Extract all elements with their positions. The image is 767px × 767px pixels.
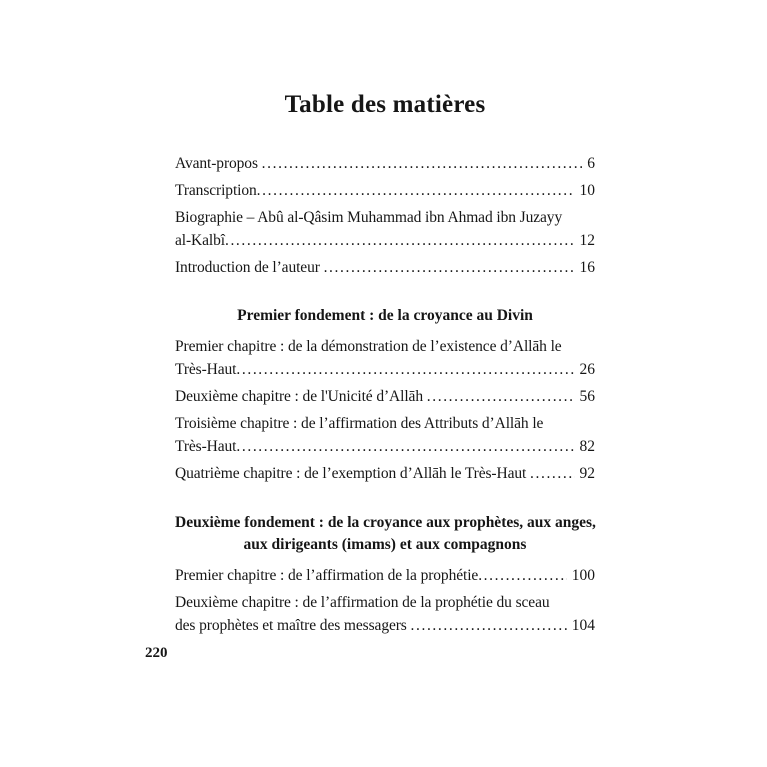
toc-entry-label-line2: Très-Haut — [175, 361, 237, 378]
table-of-contents — [175, 0, 595, 641]
section-entries — [175, 335, 595, 485]
toc-entry-line — [175, 152, 595, 175]
toc-entry-page: 92 — [579, 465, 595, 482]
dot-leader — [236, 435, 574, 458]
toc-entry-line — [175, 462, 595, 485]
toc-entry-label: Quatrième chapitre : de l’exemption d’Allāh le Très-Haut — [175, 465, 531, 482]
section-heading-line2: aux dirigeants (imams) et aux compagnons — [243, 536, 527, 553]
toc-entry-label: Premier chapitre : de l’affirmation de la prophétie — [175, 567, 479, 584]
front-matter-list — [175, 152, 595, 279]
toc-entry-line — [175, 385, 595, 408]
section-entries — [175, 564, 595, 637]
toc-entry-page: 12 — [579, 232, 595, 249]
section-premier-fondement — [175, 305, 595, 485]
toc-entry-page: 100 — [571, 567, 595, 584]
dot-leader — [530, 462, 574, 485]
toc-entry-label-line1: Deuxième chapitre : de l’affirmation de la prophétie du sceau — [175, 594, 550, 611]
dot-leader — [262, 152, 583, 175]
toc-entry-introduction — [175, 256, 595, 279]
toc-entry-line — [175, 358, 595, 381]
toc-entry-page: 10 — [579, 182, 595, 199]
folio-page-number: 220 — [145, 645, 168, 661]
toc-entry-line — [175, 435, 595, 458]
toc-entry-s1-ch2 — [175, 385, 595, 408]
dot-leader — [236, 358, 574, 381]
toc-entry-s1-ch3 — [175, 412, 595, 458]
toc-entry-label: Introduction de l’auteur — [175, 259, 324, 276]
toc-entry-label-line1: Biographie – Abû al-Qâsim Muhammad ibn Ahmad ibn Juzayy — [175, 209, 563, 226]
toc-entry-line — [175, 256, 595, 279]
toc-entry-page: 82 — [579, 438, 595, 455]
dot-leader — [411, 614, 567, 637]
section-heading — [175, 305, 595, 327]
toc-entry-label: Transcription — [175, 182, 257, 199]
toc-entry-line — [175, 564, 595, 587]
section-heading — [175, 512, 595, 556]
page-title: Table des matières — [284, 91, 486, 118]
toc-entry-label: Avant-propos — [175, 155, 262, 172]
toc-entry-label: Deuxième chapitre : de l'Unicité d’Allāh — [175, 388, 427, 405]
toc-entry-s1-ch4 — [175, 462, 595, 485]
toc-entry-page: 26 — [579, 361, 595, 378]
toc-entry-label-line1: Premier chapitre : de la démonstration de l’existence d’Allāh le — [175, 338, 562, 355]
toc-entry-biographie — [175, 206, 595, 252]
toc-entry-page: 56 — [579, 388, 595, 405]
toc-entry-page: 16 — [579, 259, 595, 276]
section-heading-line: Premier fondement : de la croyance au Divin — [237, 307, 533, 324]
toc-entry-line — [175, 229, 595, 252]
toc-entry-avant-propos — [175, 152, 595, 175]
toc-entry-s2-ch1 — [175, 564, 595, 587]
toc-entry-label-line2: al-Kalbî — [175, 232, 225, 249]
toc-entry-line — [175, 614, 595, 637]
dot-leader — [257, 179, 575, 202]
toc-entry-page: 104 — [571, 617, 595, 634]
dot-leader — [478, 564, 567, 587]
dot-leader — [427, 385, 575, 408]
dot-leader — [225, 229, 575, 252]
toc-entry-line — [175, 179, 595, 202]
dot-leader — [324, 256, 575, 279]
toc-entry-s1-ch1 — [175, 335, 595, 381]
toc-entry-label-line1: Troisième chapitre : de l’affirmation des Attributs d’Allāh le — [175, 415, 544, 432]
toc-entry-transcription — [175, 179, 595, 202]
toc-entry-s2-ch2 — [175, 591, 595, 637]
section-heading-line1: Deuxième fondement : de la croyance aux prophètes, aux anges, — [175, 514, 596, 531]
toc-entry-label-line2: des prophètes et maître des messagers — [175, 617, 411, 634]
toc-entry-label-line2: Très-Haut — [175, 438, 237, 455]
toc-entry-page: 6 — [587, 155, 595, 172]
section-deuxieme-fondement — [175, 512, 595, 637]
